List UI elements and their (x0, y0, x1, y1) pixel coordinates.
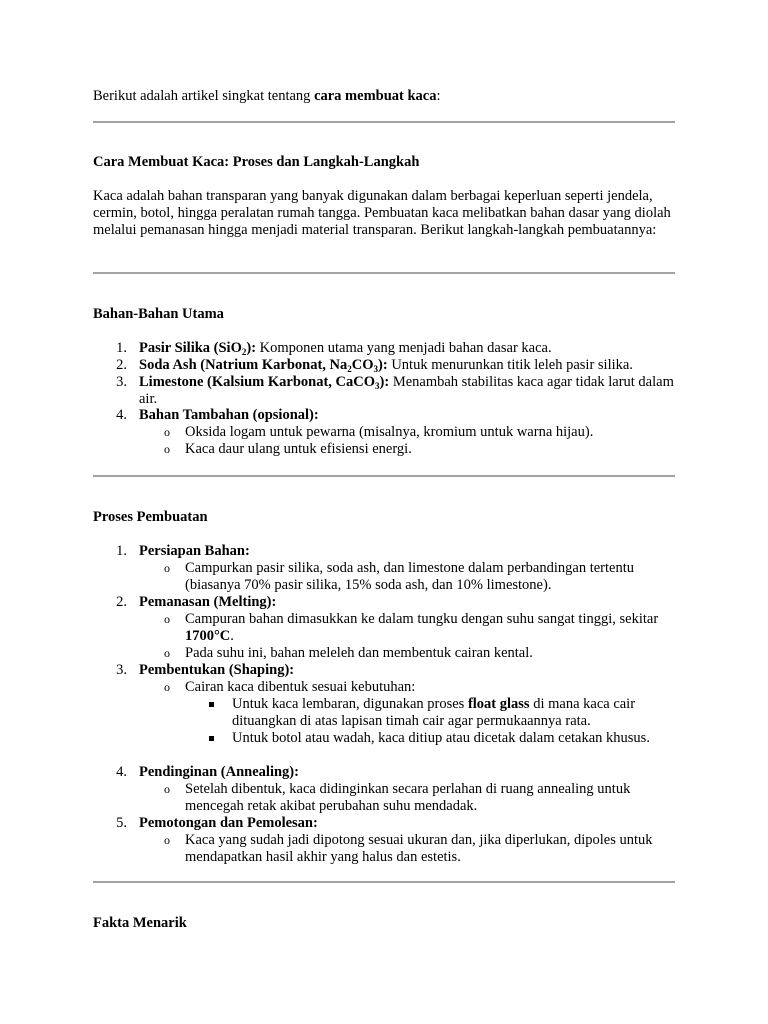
sub-list-item-text: Kaca daur ulang untuk efisiensi energi. (185, 441, 412, 457)
square-bullet-marker (208, 696, 216, 713)
intro-text: Berikut adalah artikel singkat tentang (93, 88, 315, 104)
bullet-marker: o (164, 561, 170, 575)
sub-list-item-text: Campurkan pasir silika, soda ash, dan limestone dalam perbandingan tertentu (biasanya 70% pasir silika, 15% soda ash, dan 10% limestone). (185, 560, 634, 593)
list-number: 5. (116, 815, 127, 831)
list-item-text: Persiapan Bahan: (139, 543, 250, 559)
divider-1 (93, 121, 675, 123)
bullet-marker: o (164, 680, 170, 694)
divider-4 (93, 881, 675, 883)
divider-2 (93, 272, 675, 274)
sub-list-item-text: Setelah dibentuk, kaca didinginkan secara perlahan di ruang annealing untuk mencegah retak akibat perubahan suhu mendadak. (185, 781, 631, 814)
article-title: Cara Membuat Kaca: Proses dan Langkah-Langkah (93, 154, 420, 170)
intro-bold-topic: cara membuat kaca (314, 88, 437, 104)
list-number: 1. (116, 543, 127, 559)
sub-list-item-text: Campuran bahan dimasukkan ke dalam tungku dengan suhu sangat tinggi, sekitar 1700°C. (185, 611, 659, 644)
list-item-text: Limestone (Kalsium Karbonat, CaCO$_3$): Menambah stabilitas kaca agar tidak larut dalam air. (139, 374, 674, 407)
list-item-text: Soda Ash (Natrium Karbonat, $Na_2CO_3$): Untuk menurunkan titik leleh pasir silika. (139, 357, 633, 374)
list-number: 2. (116, 594, 127, 610)
divider-3 (93, 475, 675, 477)
sub-list-item-text: Pada suhu ini, bahan meleleh dan membentuk cairan kental. (185, 645, 533, 661)
bullet-marker: o (164, 612, 170, 626)
bullet-marker: o (164, 646, 170, 660)
list-number: 3. (116, 374, 127, 390)
list-number: 1. (116, 340, 127, 356)
list-item-text: Pemotongan dan Pemolesan: (139, 815, 318, 831)
sub-sub-list-item-text: Untuk botol atau wadah, kaca ditiup atau dicetak dalam cetakan khusus. (232, 730, 650, 746)
sub-sub-list-item-text: Untuk kaca lembaran, digunakan proses float glass di mana kaca cair dituangkan di atas lapisan timah cair agar permukaannya rata. (232, 696, 636, 729)
section-heading-bahan: Bahan-Bahan Utama (93, 306, 224, 322)
sub-list-item-text: Oksida logam untuk pewarna (misalnya, kromium untuk warna hijau). (185, 424, 594, 440)
bullet-marker: o (164, 833, 170, 847)
list-item-text: Pemanasan (Melting): (139, 594, 277, 610)
bullet-marker: o (164, 442, 170, 456)
section-heading-fakta: Fakta Menarik (93, 915, 187, 931)
list-item-text: Pendinginan (Annealing): (139, 764, 299, 780)
section-heading-proses: Proses Pembuatan (93, 509, 208, 525)
list-item-text: Pembentukan (Shaping): (139, 662, 295, 678)
list-number: 2. (116, 357, 127, 373)
sub-list-item-text: Kaca yang sudah jadi dipotong sesuai ukuran dan, jika diperlukan, dipoles untuk mendapatkan hasil akhir yang halus dan estetis. (185, 832, 653, 865)
sub-list-item-text: Cairan kaca dibentuk sesuai kebutuhan: (185, 679, 416, 695)
list-item-text: Pasir Silika (SiO$_2$): Komponen utama yang menjadi bahan dasar kaca. (139, 340, 552, 357)
list-number: 4. (116, 764, 127, 780)
bullet-marker: o (164, 425, 170, 439)
square-bullet-marker (208, 730, 216, 747)
intro-paragraph: Kaca adalah bahan transparan yang banyak digunakan dalam berbagai keperluan seperti jendela, cermin, botol, hingga peralatan rumah tangga. Pembuatan kaca melibatkan bahan dasar yang diolah melalui pemanasan hingga menjadi material transparan. Berikut langkah-langkah pembuatannya: (93, 188, 671, 238)
list-number: 4. (116, 407, 127, 423)
list-item-text: Bahan Tambahan (opsional): (139, 407, 319, 423)
list-number: 3. (116, 662, 127, 678)
bullet-marker: o (164, 782, 170, 796)
intro-colon: : (436, 88, 441, 104)
intro-line (93, 88, 675, 105)
